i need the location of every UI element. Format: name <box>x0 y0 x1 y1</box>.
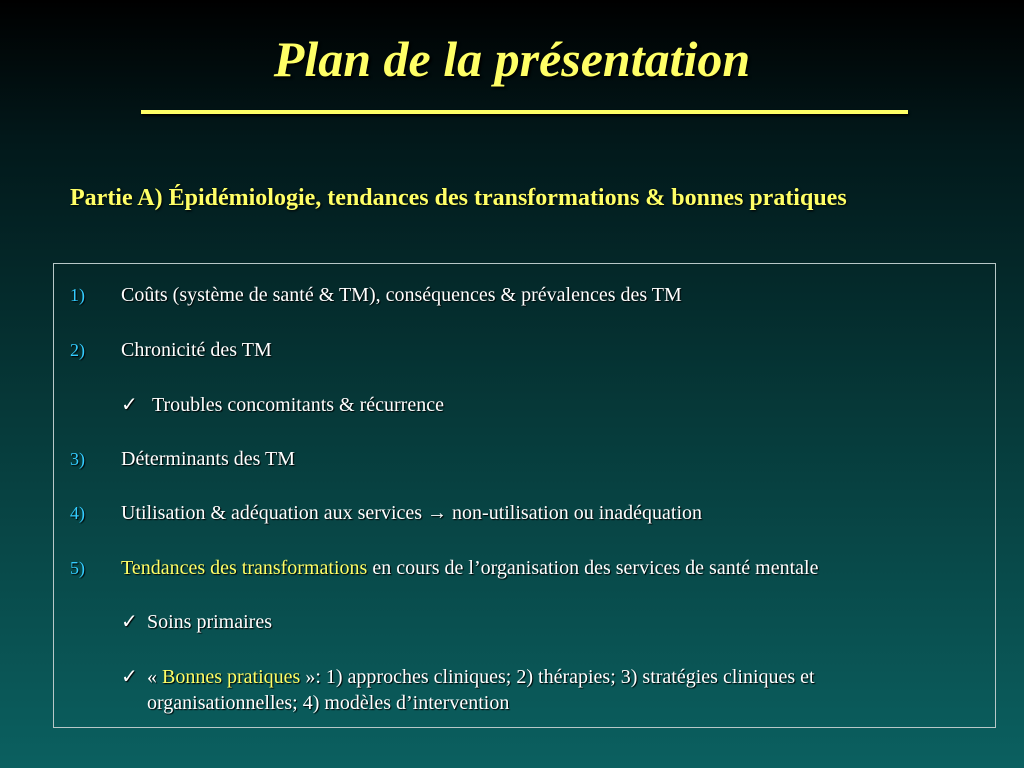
check-icon: ✓ <box>121 394 138 416</box>
list-text: Coûts (système de santé & TM), conséquences & prévalences des TM <box>121 284 682 306</box>
list-text-rest: en cours de l’organisation des services de santé mentale <box>367 557 819 579</box>
check-icon: ✓ <box>121 611 138 633</box>
list-text: Utilisation & adéquation aux services → non-utilisation ou inadéquation <box>121 502 702 524</box>
sub-list-text: Troubles concomitants & récurrence <box>152 394 444 416</box>
list-number: 5) <box>70 558 85 578</box>
list-text <box>121 555 818 581</box>
list-text: Déterminants des TM <box>121 448 296 470</box>
highlight-text: Bonnes pratiques <box>162 666 301 688</box>
list-number: 2) <box>70 340 85 360</box>
slide-title: Plan de la présentation <box>273 31 751 87</box>
section-subtitle: Partie A) Épidémiologie, tendances des transformations & bonnes pratiques <box>70 185 847 211</box>
list-text: Chronicité des TM <box>121 339 272 361</box>
sub-list-text <box>147 664 815 690</box>
outline-box <box>53 263 996 728</box>
sub-list-text: Soins primaires <box>147 611 272 633</box>
check-icon: ✓ <box>121 666 138 688</box>
sub-list-text-line2: organisationnelles; 4) modèles d’intervention <box>147 692 510 714</box>
title-underline <box>141 110 908 114</box>
highlight-text: Tendances des transformations <box>121 557 368 579</box>
list-number: 4) <box>70 503 85 523</box>
open-quote: « <box>147 666 162 688</box>
sub-list-text-rest: »: 1) approches cliniques; 2) thérapies; 3) stratégies cliniques et <box>300 666 815 688</box>
list-number: 3) <box>70 449 85 469</box>
list-number: 1) <box>70 285 85 305</box>
